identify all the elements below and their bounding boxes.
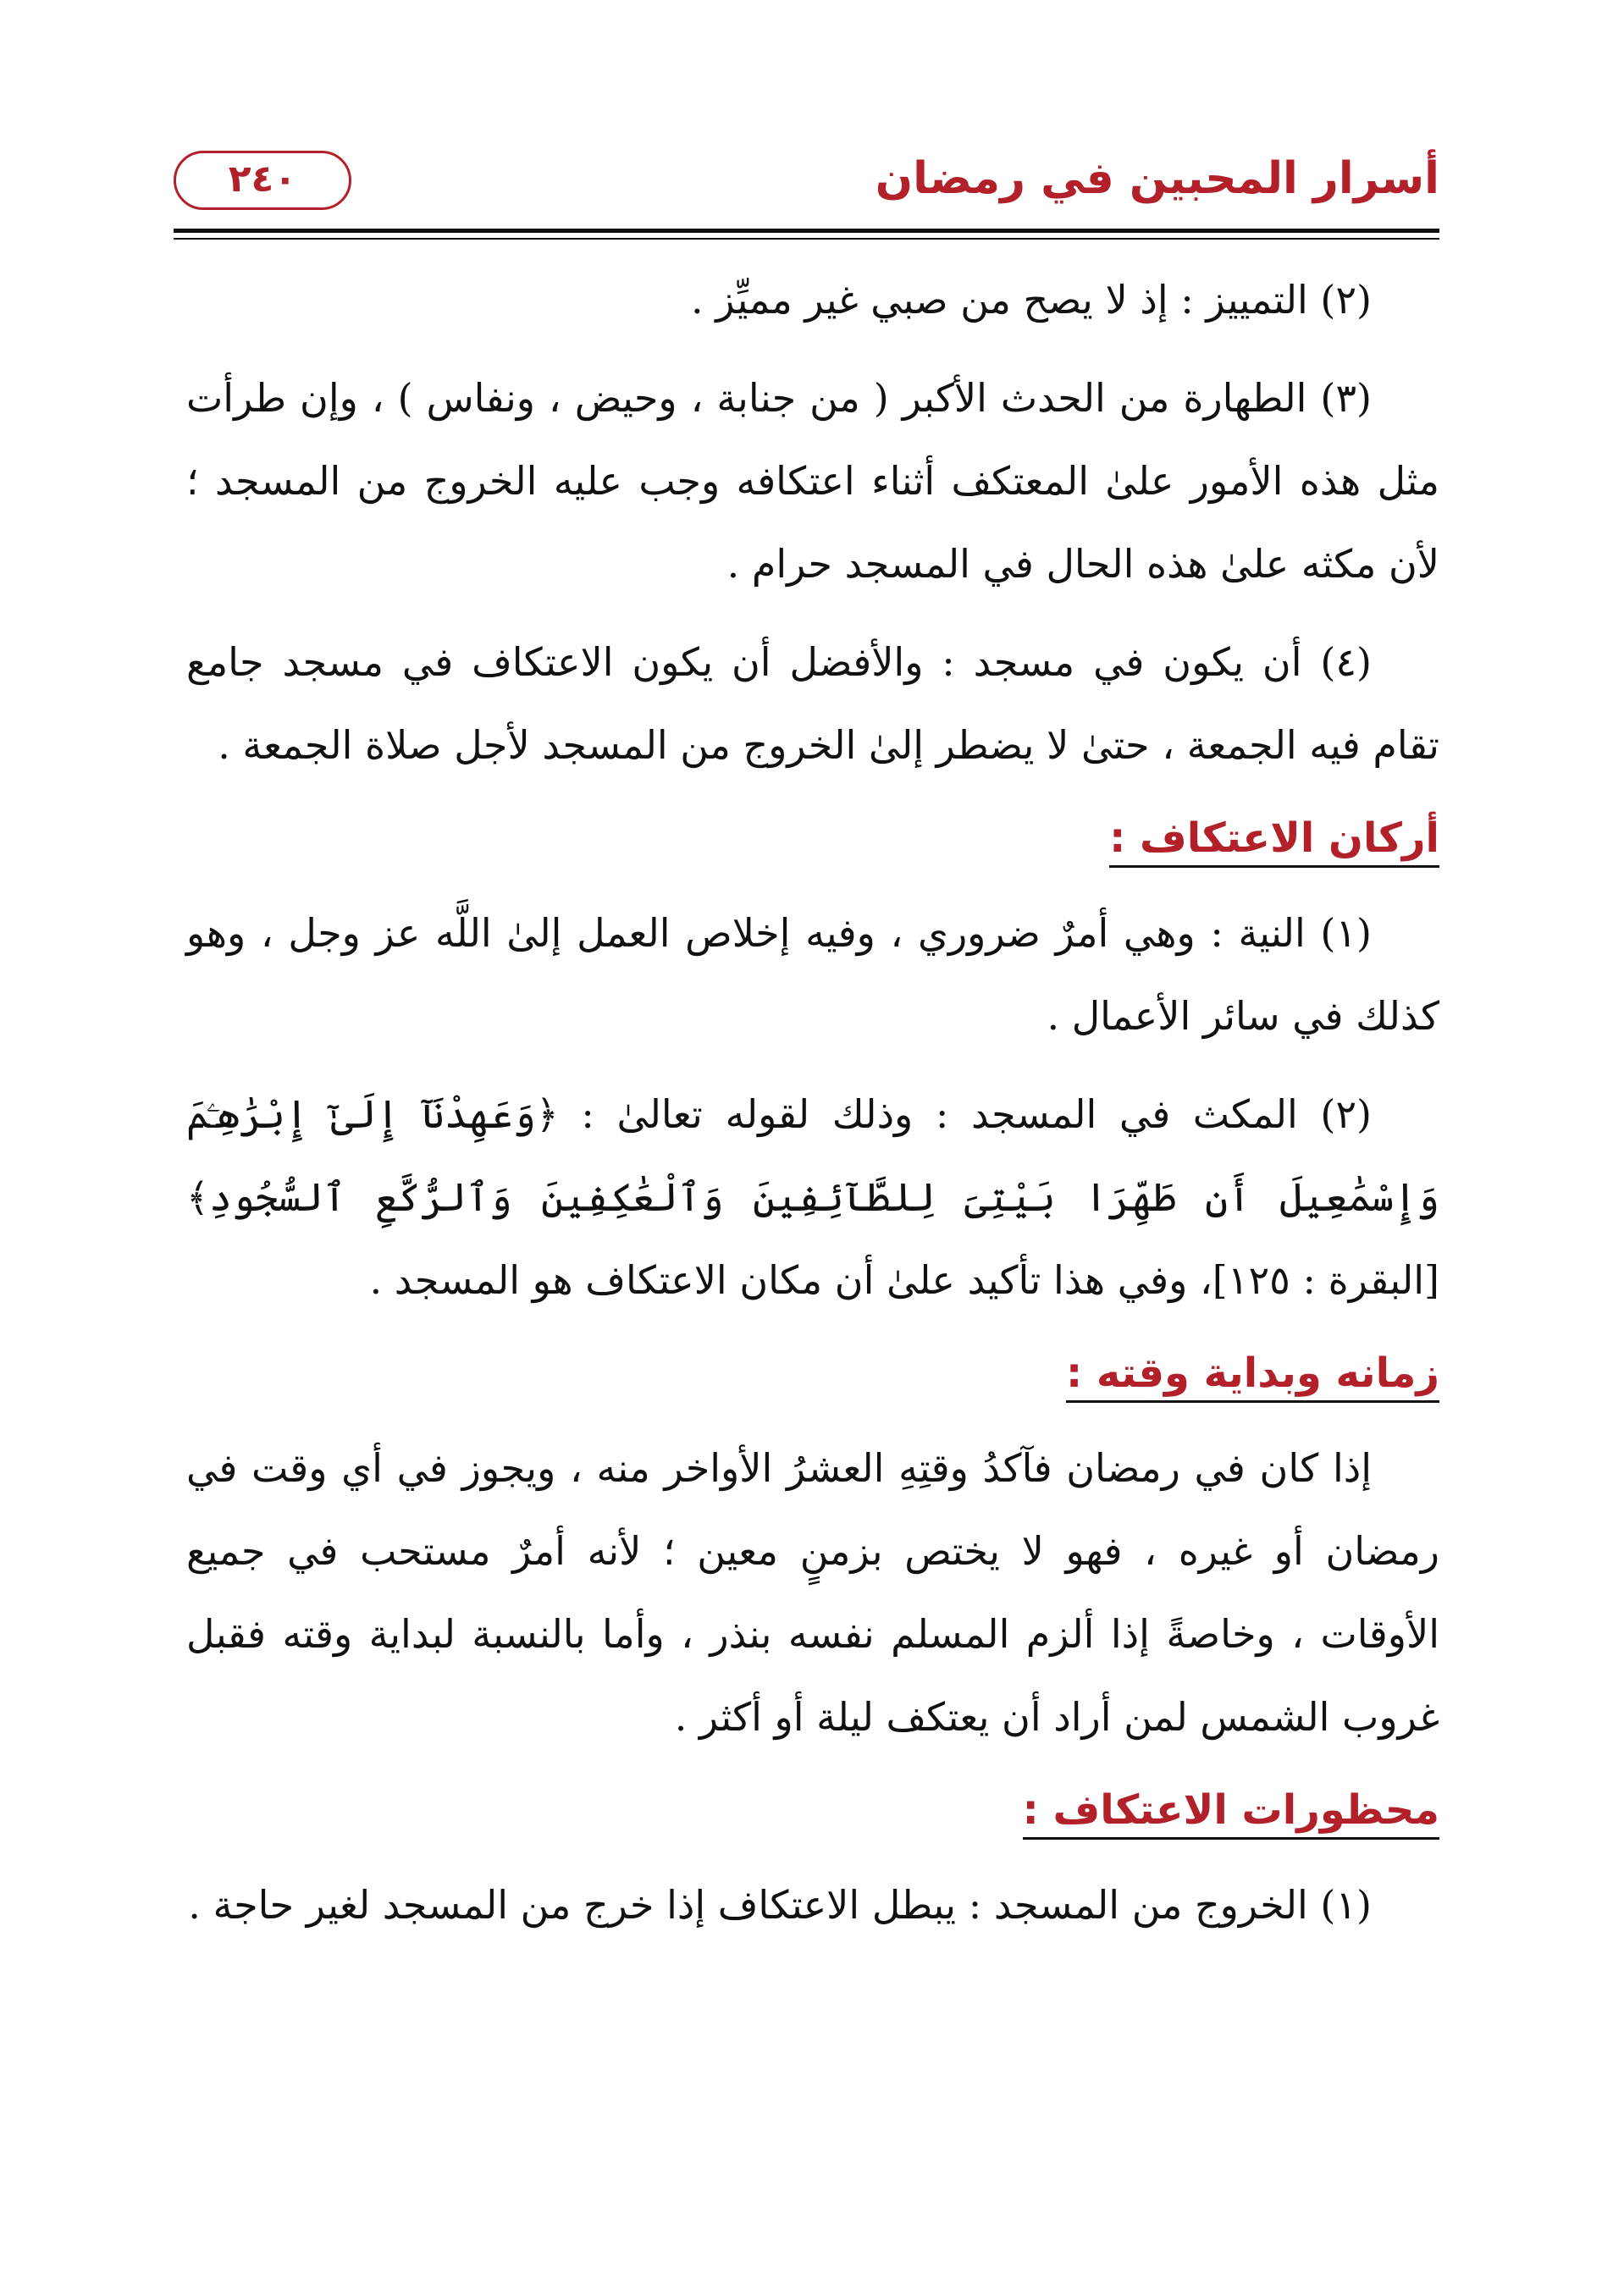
header-rule-thin [174,238,1439,240]
page-number: ٢٤٠ [174,151,351,210]
header-rule-thick [174,229,1439,233]
paragraph-niyya: (١) النية : وهي أمرٌ ضروري ، وفيه إخلاص العمل إلىٰ اللَّه عز وجل ، وهو كذلك في سائر الأعمال . [186,910,1439,1039]
heading-zamanuh-text: زمانه وبداية وقته : [1066,1349,1439,1403]
paragraph-waqt: إذا كان في رمضان فآكدُ وقتِهِ العشرُ الأواخر منه ، ويجوز في أي وقت في رمضان أو غيره ، فهو لا يختص بزمنٍ معين ؛ لأنه أمرٌ مستحب في جميع الأوقات ، وخاصةً إذا ألزم المسلم نفسه بنذر ، وأما بالنسبة لبداية وقته فقبل غروب الشمس لمن أراد أن يعتكف ليلة أو أكثر . [186,1445,1439,1740]
paragraph-makth-start: (٢) المكث في المسجد : وذلك لقوله تعالىٰ : [558,1091,1372,1137]
paragraph-tahara: (٣) الطهارة من الحدث الأكبر ( من جنابة ، وحيض ، ونفاس ) ، وإن طرأت مثل هذه الأمور علىٰ المعتكف أثناء اعتكافه وجب عليه الخروج من المسجد ؛ لأن مكثه علىٰ هذه الحال في المسجد حرام . [186,375,1439,587]
paragraph-tamyeez: (٢) التمييز : إذ لا يصح من صبي غير مميِّز . [690,277,1372,323]
running-title: أسرار المحبين في رمضان [875,153,1439,204]
heading-mahthurat [186,1774,1439,1846]
paragraph-makth-end: [البقرة : ١٢٥]، وفي هذا تأكيد علىٰ أن مكان الاعتكاف هو المسجد . [369,1257,1439,1303]
heading-arkan [186,802,1439,875]
paragraph-makth [186,1073,1439,1322]
heading-zamanuh [186,1337,1439,1410]
paragraph-masjid: (٤) أن يكون في مسجد : والأفضل أن يكون الاعتكاف في مسجد جامع تقام فيه الجمعة ، حتىٰ لا يضطر إلىٰ الخروج من المسجد لأجل صلاة الجمعة . [186,639,1439,768]
quran-verse: ﴿وَعَهِدْنَآ إِلَىٰٓ إِبْرَٰهِـۧمَ وَإِسْمَٰعِيلَ أَن طَهِّرَا بَيْتِىَ لِلطَّآئِفِينَ وَٱلْعَٰكِفِينَ وَٱلرُّكَّعِ ٱلسُّجُودِ﴾ [186,1091,1439,1220]
heading-mahthurat-text: محظورات الاعتكاف : [1023,1786,1439,1840]
paragraph-khuruj: (١) الخروج من المسجد : يبطل الاعتكاف إذا خرج من المسجد لغير حاجة . [188,1882,1372,1928]
page-body [186,258,1439,1962]
heading-arkan-text: أركان الاعتكاف : [1109,814,1439,868]
page-header [174,127,1439,246]
